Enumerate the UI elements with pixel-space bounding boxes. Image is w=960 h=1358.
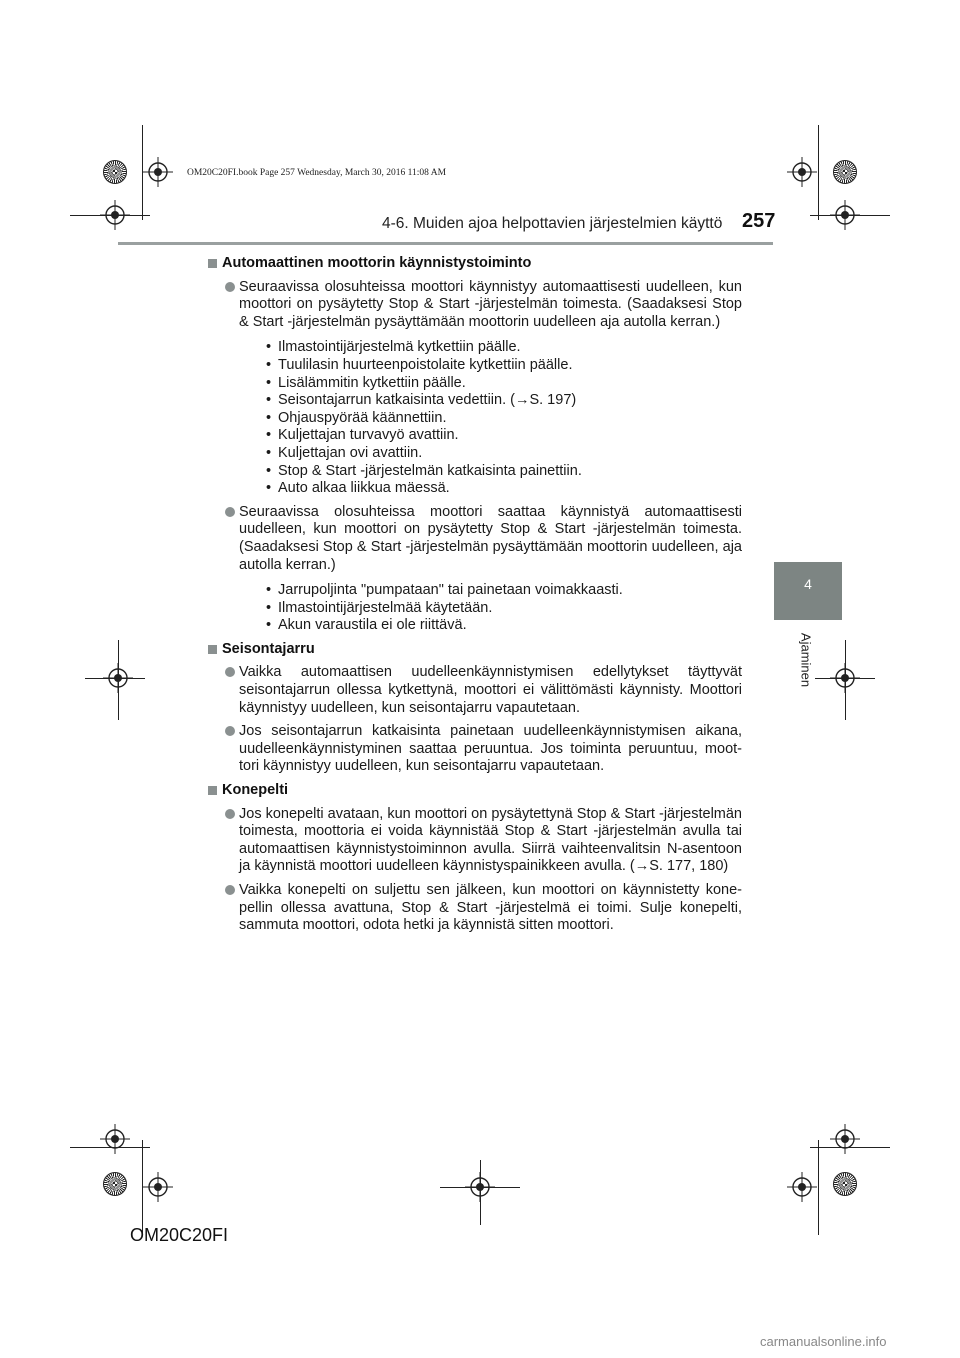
registration-target-icon: [830, 663, 860, 693]
circle-bullet-icon: [225, 282, 235, 292]
bullet-paragraph: [212, 723, 742, 776]
list-item-text: Auto alkaa liikkua mäessä.: [278, 480, 450, 497]
registration-target-icon: [465, 1172, 495, 1202]
condition-list: [266, 582, 742, 635]
list-item: • Seisontajarrun katkaisinta vedettiin. (→S. 197): [266, 392, 577, 409]
circle-bullet-icon: [225, 809, 235, 819]
bullet-text: Jos seisontajarrun katkaisinta painetaan uudelleenkäynnistymisen aikana, uudelleenkäynnistyminen saattaa peruuntua. Jos toiminta peruuntuu, moot-tori käynnistyy uudelleen, kun seisontajarru vapautetaan.: [239, 723, 742, 775]
circle-bullet-icon: [225, 667, 235, 677]
list-item: • Kuljettajan turvavyö avattiin.: [266, 427, 459, 444]
bullet-paragraph: [212, 882, 742, 935]
book-stamp: OM20C20FI.book Page 257 Wednesday, March 30, 2016 11:08 AM: [187, 168, 447, 178]
registration-target-icon: [103, 663, 133, 693]
bullet-paragraph: [212, 664, 742, 717]
list-item: • Akun varaustila ei ole riittävä.: [266, 617, 467, 634]
list-item: • Lisälämmitin kytkettiin päälle.: [266, 374, 466, 391]
list-item-text: Ilmastointijärjestelmä kytkettiin päälle.: [278, 339, 521, 356]
chapter-label-text: Ajaminen: [798, 632, 814, 688]
circle-bullet-icon: [225, 885, 235, 895]
list-item: • Auto alkaa liikkua mäessä.: [266, 480, 450, 497]
registration-target-icon: [143, 157, 173, 187]
registration-target-icon: [787, 1172, 817, 1202]
square-bullet-icon: [208, 259, 217, 268]
circle-bullet-icon: [225, 507, 235, 517]
list-item: • Ilmastointijärjestelmä kytkettiin päälle.: [266, 339, 521, 356]
registration-target-icon: [100, 1124, 130, 1154]
bullet-text: Vaikka konepelti on suljettu sen jälkeen, kun moottori on käynnistetty kone-pellin ollessa avattuna, Stop & Start -järjestelmä ei toimi. Sulje konepelti, sammuta moottori, odota hetki ja käynnistä sitten moottori.: [239, 882, 742, 934]
list-item-text: Kuljettajan ovi avattiin.: [278, 444, 423, 461]
bullet-text: Jos konepelti avataan, kun moottori on pysäytettynä Stop & Start -järjestelmän toimesta, moottoria ei voida käynnistää Stop & Start -järjestelmän avulla tai automaattisen käynnistystoiminnon avulla. Siirrä vaihteenvalitsin N-asentoon ja käynnistä moottori uudelleen käynnistyspainikkeen avulla. (→S. 177, 180): [239, 805, 742, 875]
list-item: • Tuulilasin huurteenpoistolaite kytkettiin päälle.: [266, 356, 573, 373]
section-heading: [209, 782, 742, 800]
watermark: carmanualsonline.info: [760, 1334, 887, 1349]
list-item-text: Ohjauspyörää käännettiin.: [278, 409, 447, 426]
list-item: • Kuljettajan ovi avattiin.: [266, 444, 423, 461]
page-number: 257: [742, 210, 776, 232]
condition-list: [266, 339, 742, 497]
section-title: Automaattinen moottorin käynnistystoiminto: [222, 255, 532, 271]
registration-target-icon: [787, 157, 817, 187]
bullet-text: Vaikka automaattisen uudelleenkäynnistymisen edellytykset täyttyvät seisontajarrun ollessa kytkettynä, moottori ei välittömästi käynnisty. Moottori käynnistyy uudelleen, kun seisontajarru vapautetaan.: [239, 664, 742, 716]
footer-code: OM20C20FI: [130, 1225, 229, 1245]
chapter-label: [796, 625, 816, 695]
list-item: • Ilmastointijärjestelmää käytetään.: [266, 599, 493, 616]
list-item: • Ohjauspyörää käännettiin.: [266, 409, 447, 426]
list-item-text: Seisontajarrun katkaisinta vedettiin. (→S. 197): [278, 392, 577, 409]
bullet-text: Seuraavissa olosuhteissa moottori käynnistyy automaattisesti uudelleen, kun moottori on pysäytetty Stop & Start -järjestelmän toimesta. (Saadaksesi Stop & Start -järjestelmän pysäyttämään moottorin uudelleen aja autolla kerran.): [239, 278, 742, 330]
list-item: • Stop & Start -järjestelmän katkaisinta painettiin.: [266, 462, 582, 479]
list-item-text: Jarrupoljinta "pumpataan" tai painetaan voimakkaasti.: [278, 582, 623, 599]
bullet-text: Seuraavissa olosuhteissa moottori saattaa käynnistyä automaattisesti uudelleen, kun moottori on pysäytetty Stop & Start -järjestelmän toimesta. (Saadaksesi Stop & Start -järjestelmän pysäyttämään moottorin uudelleen, aja autolla kerran.): [239, 503, 742, 573]
circle-bullet-icon: [225, 726, 235, 736]
bullet-paragraph: [212, 504, 742, 635]
square-bullet-icon: [208, 786, 217, 795]
section-heading: [209, 641, 742, 659]
header-rule: [118, 242, 773, 245]
list-item: • Jarrupoljinta "pumpataan" tai painetaan voimakkaasti.: [266, 582, 623, 599]
list-item-text: Ilmastointijärjestelmää käytetään.: [278, 599, 493, 616]
section-title: Konepelti: [222, 782, 289, 799]
registration-target-icon: [830, 200, 860, 230]
list-item-text: Akun varaustila ei ole riittävä.: [278, 617, 467, 634]
registration-target-icon: [830, 1124, 860, 1154]
list-item-text: Kuljettajan turvavyö avattiin.: [278, 427, 459, 444]
section-title: Seisontajarru: [222, 640, 315, 657]
bullet-paragraph: [212, 806, 742, 876]
list-item-text: Tuulilasin huurteenpoistolaite kytkettiin päälle.: [278, 356, 573, 373]
list-item-text: Lisälämmitin kytkettiin päälle.: [278, 374, 466, 391]
chapter-number: 4: [804, 576, 812, 592]
registration-target-icon: [100, 200, 130, 230]
bullet-paragraph: [212, 279, 742, 498]
list-item-text: Stop & Start -järjestelmän katkaisinta painettiin.: [278, 462, 582, 479]
page-content: [212, 255, 742, 941]
running-head: 4-6. Muiden ajoa helpottavien järjestelmien käyttö: [382, 215, 723, 232]
square-bullet-icon: [208, 645, 217, 654]
registration-target-icon: [143, 1172, 173, 1202]
section-heading: [209, 255, 742, 273]
